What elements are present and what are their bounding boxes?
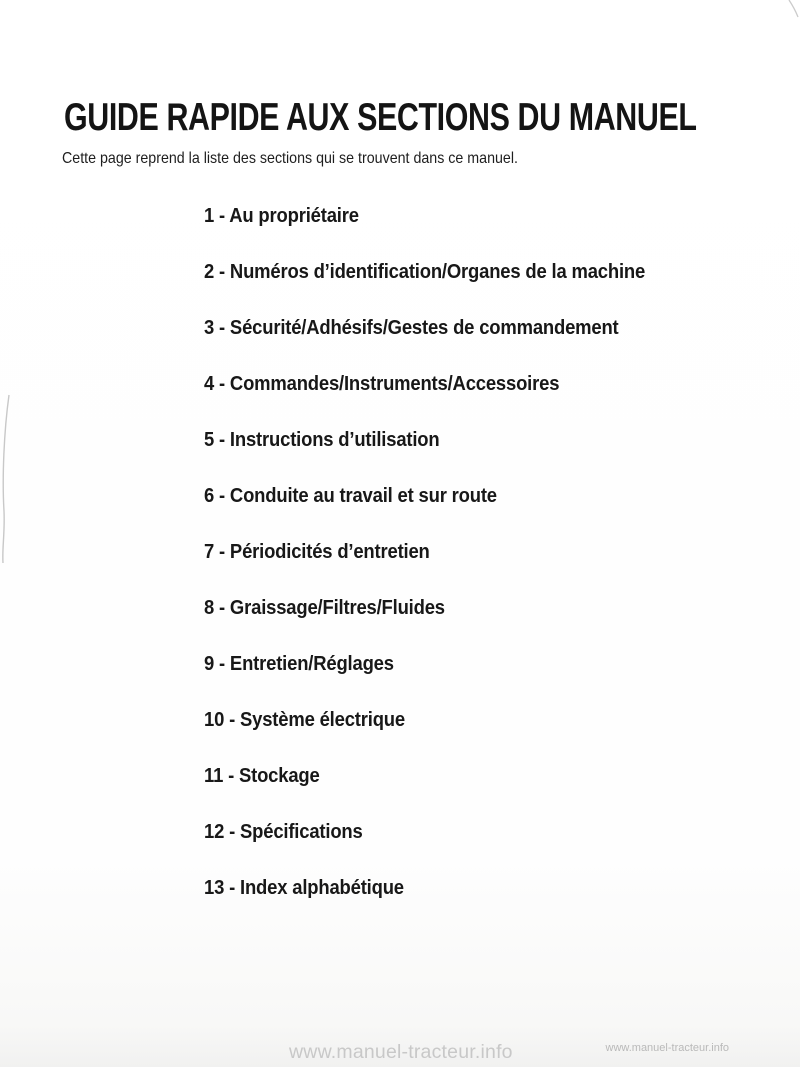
scan-corner-artifact bbox=[785, 0, 800, 18]
section-item: 6 - Conduite au travail et sur route bbox=[204, 484, 497, 507]
section-item: 11 - Stockage bbox=[204, 764, 320, 787]
watermark-corner: www.manuel-tracteur.info bbox=[605, 1042, 729, 1054]
section-item: 2 - Numéros d’identification/Organes de la machine bbox=[204, 260, 646, 283]
page-description: Cette page reprend la liste des sections qui se trouvent dans ce manuel. bbox=[62, 150, 518, 167]
section-item: 1 - Au propriétaire bbox=[204, 204, 359, 227]
section-item: 12 - Spécifications bbox=[204, 820, 363, 843]
section-item: 5 - Instructions d’utilisation bbox=[204, 428, 440, 451]
section-item: 9 - Entretien/Réglages bbox=[204, 652, 394, 675]
page-title: GUIDE RAPIDE AUX SECTIONS DU MANUEL bbox=[64, 96, 697, 139]
section-list bbox=[204, 205, 694, 899]
section-item: 13 - Index alphabétique bbox=[204, 876, 404, 899]
section-item: 7 - Périodicités d’entretien bbox=[204, 540, 430, 563]
watermark-center: www.manuel-tracteur.info bbox=[289, 1041, 513, 1063]
section-item: 3 - Sécurité/Adhésifs/Gestes de commandement bbox=[204, 316, 619, 339]
section-item: 8 - Graissage/Filtres/Fluides bbox=[204, 596, 445, 619]
section-item: 10 - Système électrique bbox=[204, 708, 405, 731]
section-item: 4 - Commandes/Instruments/Accessoires bbox=[204, 372, 560, 395]
scan-crease-artifact bbox=[0, 393, 14, 565]
